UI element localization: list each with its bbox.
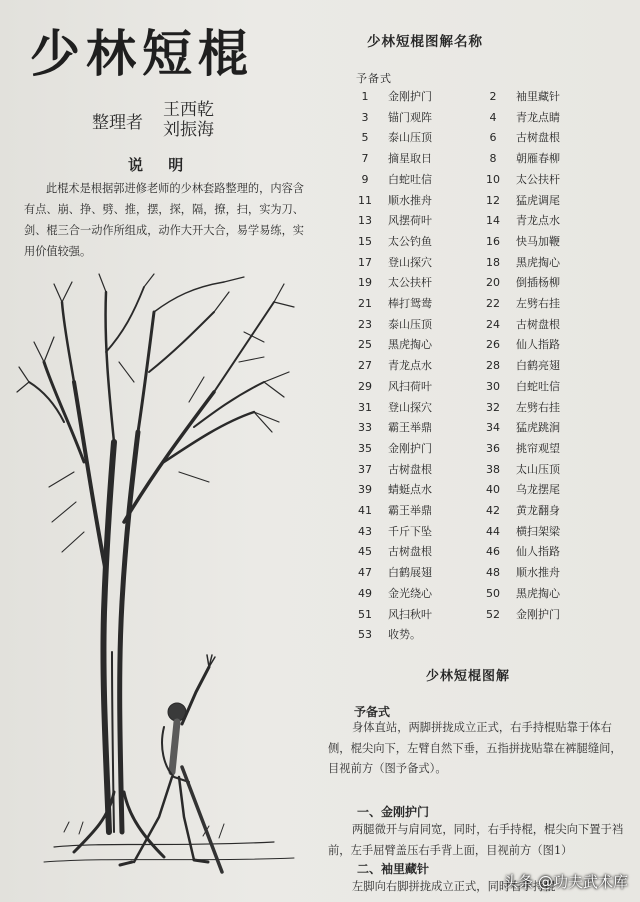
move-number: 39 [358, 483, 372, 497]
move-name: 顺水推舟 [516, 566, 560, 580]
move-item [350, 461, 478, 477]
move-name: 金刚护门 [388, 90, 432, 103]
move-number: 10 [486, 172, 500, 186]
move-name: 挑帘观望 [516, 441, 560, 455]
move-item [350, 88, 478, 104]
compiler-name-2: 刘振海 [163, 120, 214, 140]
move-number: 44 [486, 524, 500, 538]
move-item [350, 254, 478, 270]
move-number: 34 [486, 421, 500, 435]
move-item [478, 150, 606, 166]
move-item [478, 212, 606, 228]
move-list-heading: 少林短棍图解名称 [367, 34, 483, 50]
move-item [478, 523, 606, 539]
move-item [350, 502, 478, 518]
move-number: 27 [358, 359, 372, 373]
move-number: 50 [486, 586, 500, 600]
move-name: 猛虎跳涧 [516, 421, 560, 435]
move-item [478, 88, 606, 104]
move-item [478, 481, 606, 497]
move-item [478, 274, 606, 290]
move-item [478, 109, 606, 125]
move-name: 仙人指路 [516, 338, 560, 352]
move-name: 古树盘根 [388, 545, 432, 559]
move-item [350, 336, 478, 352]
move-number: 13 [358, 214, 372, 228]
move-item [350, 440, 478, 456]
move-name: 快马加鞭 [516, 234, 560, 248]
tree-illustration [14, 272, 314, 890]
move-item [478, 502, 606, 518]
move-item [478, 336, 606, 352]
move-item [350, 316, 478, 332]
move-number: 30 [486, 379, 500, 393]
move-item [350, 109, 478, 125]
move-name: 太公扶杆 [516, 172, 560, 186]
move-name: 古树盘根 [388, 462, 432, 476]
move-item [478, 440, 606, 456]
step1-title: 一、金刚护门 [357, 805, 430, 819]
move-name: 横扫架梁 [516, 524, 560, 538]
move-number: 20 [486, 276, 500, 290]
move-number: 31 [358, 400, 372, 414]
move-number: 1 [361, 90, 369, 103]
move-number: 28 [486, 359, 500, 373]
move-number: 26 [486, 338, 500, 352]
move-item [478, 564, 606, 580]
move-number: 22 [486, 297, 500, 310]
move-number: 6 [489, 131, 497, 145]
move-number: 53 [358, 628, 372, 642]
move-item [478, 192, 606, 208]
move-number: 16 [486, 234, 500, 248]
move-name: 金光绕心 [388, 586, 432, 600]
move-item [478, 233, 606, 249]
move-number: 42 [486, 504, 500, 517]
move-name: 登山探穴 [388, 400, 432, 414]
move-name: 乌龙摆尾 [516, 483, 560, 497]
move-name: 青龙点水 [388, 359, 432, 373]
move-item [350, 481, 478, 497]
move-name: 青龙点水 [516, 214, 560, 228]
move-number: 12 [486, 193, 500, 207]
move-item [478, 543, 606, 559]
diagram-section-heading: 少林短棍图解 [426, 669, 511, 684]
move-name: 白鹤亮翅 [516, 359, 560, 373]
move-item [350, 606, 478, 622]
move-item [478, 295, 606, 311]
move-number: 4 [489, 110, 497, 124]
move-item [478, 606, 606, 622]
move-number: 5 [361, 131, 369, 145]
move-number: 38 [486, 462, 500, 476]
move-number: 15 [358, 234, 372, 248]
move-item [350, 564, 478, 580]
move-item [350, 192, 478, 208]
move-item [478, 585, 606, 601]
move-name: 猛虎调尾 [516, 193, 560, 207]
move-item [350, 585, 478, 601]
step1-text: 两腿微开与肩同宽，同时，右手持棍，棍尖向下置于裆前，左手屈臂盖压右手背上面，目视前方（图1） [328, 823, 624, 857]
move-number: 43 [358, 524, 372, 538]
move-item [478, 357, 606, 373]
move-name: 蜻蜓点水 [388, 483, 432, 497]
move-number: 33 [358, 421, 372, 435]
compiler-label: 整理者 [92, 113, 143, 133]
move-name: 锚门观阵 [388, 110, 432, 124]
move-item [350, 129, 478, 145]
move-name: 风摆荷叶 [388, 214, 432, 228]
move-name: 风扫荷叶 [388, 379, 432, 393]
move-name: 泰山压顶 [388, 317, 432, 331]
move-item [350, 543, 478, 559]
move-name: 风扫秋叶 [388, 607, 432, 621]
move-number: 48 [486, 566, 500, 580]
description-heading: 说 明 [128, 156, 194, 174]
move-name: 白蛇吐信 [388, 172, 432, 186]
move-number: 41 [358, 504, 372, 517]
move-number: 36 [486, 441, 500, 455]
move-number: 32 [486, 400, 500, 414]
move-name: 太山压顶 [516, 462, 560, 476]
move-item [350, 212, 478, 228]
move-name: 倒插杨柳 [516, 276, 560, 290]
move-name: 左劈右挂 [516, 297, 560, 310]
move-name: 摘星取日 [388, 152, 432, 166]
watermark-text: 头条 @功夫武术库 [503, 873, 628, 891]
move-name: 顺水推舟 [388, 193, 432, 207]
move-number: 11 [358, 193, 372, 207]
move-name: 棒打鸳鸯 [388, 297, 432, 310]
move-number: 17 [358, 255, 372, 269]
move-number: 14 [486, 214, 500, 228]
move-name: 黑虎掏心 [516, 255, 560, 269]
move-name: 黑虎掏心 [388, 338, 432, 352]
move-name: 白鹤展翅 [388, 566, 432, 580]
move-name: 太公钓鱼 [388, 234, 432, 248]
move-item [350, 150, 478, 166]
move-item [350, 399, 478, 415]
move-name: 青龙点睛 [516, 110, 560, 124]
move-name: 金刚护门 [388, 441, 432, 455]
move-number: 25 [358, 338, 372, 352]
move-name: 古树盘根 [516, 317, 560, 331]
move-number: 40 [486, 483, 500, 497]
description-text: 此棍术是根据郭进修老师的少林套路整理的，内容含有点、崩、挣、劈、推，摆，探，隔，撩，扫，实为刀、剑、棍三合一动作所组成，动作大开大合，易学易练，实用价值较强。 [24, 182, 304, 258]
move-name: 白蛇吐信 [516, 379, 560, 393]
move-item [478, 254, 606, 270]
move-name: 收势。 [388, 628, 421, 642]
watermark [503, 871, 628, 892]
move-name: 登山探穴 [388, 255, 432, 269]
page-title: 少林短棍 [30, 24, 254, 83]
move-number: 3 [361, 110, 369, 124]
move-number: 46 [486, 545, 500, 559]
move-number: 52 [486, 607, 500, 621]
move-number: 37 [358, 462, 372, 476]
move-number: 2 [489, 90, 497, 103]
move-name: 仙人指路 [516, 545, 560, 559]
move-name: 泰山压顶 [388, 131, 432, 145]
move-number: 45 [358, 545, 372, 559]
move-name: 黑虎掏心 [516, 586, 560, 600]
move-item [350, 523, 478, 539]
move-number: 9 [361, 172, 369, 186]
move-name: 千斤下坠 [388, 524, 432, 538]
move-number: 51 [358, 607, 372, 621]
move-item [350, 171, 478, 187]
move-name: 袖里藏针 [516, 90, 560, 103]
move-item [478, 378, 606, 394]
move-name: 太公扶杆 [388, 276, 432, 290]
move-name: 黄龙翻身 [516, 504, 560, 517]
move-item [350, 419, 478, 435]
step2-title: 二、袖里藏针 [357, 862, 430, 876]
move-item [350, 233, 478, 249]
compiler-name-1: 王西乾 [163, 100, 214, 120]
prep-title: 予备式 [354, 705, 391, 719]
move-item [350, 295, 478, 311]
move-number: 24 [486, 317, 500, 331]
move-number: 21 [358, 297, 372, 310]
move-item [478, 399, 606, 415]
move-number: 29 [358, 379, 372, 393]
move-item [478, 171, 606, 187]
move-item [350, 357, 478, 373]
move-item [478, 129, 606, 145]
move-item [478, 419, 606, 435]
move-number: 23 [358, 317, 372, 331]
move-item [478, 461, 606, 477]
move-list-prep: 予备式 [356, 72, 392, 85]
move-name: 霸王举鼎 [388, 504, 432, 517]
move-name: 霸王举鼎 [388, 421, 432, 435]
move-number: 18 [486, 255, 500, 269]
move-name: 朝雁春柳 [516, 152, 560, 166]
move-name: 金刚护门 [516, 607, 560, 621]
move-number: 7 [361, 152, 369, 166]
move-number: 47 [358, 566, 372, 580]
move-number: 35 [358, 441, 372, 455]
move-item [350, 378, 478, 394]
move-name: 古树盘根 [516, 131, 560, 145]
move-item [478, 316, 606, 332]
move-name: 左劈右挂 [516, 400, 560, 414]
move-number: 8 [489, 152, 497, 166]
move-number: 19 [358, 276, 372, 290]
step2-text: 左脚向右脚拼拢成立正式，同时右手持棍 [352, 880, 556, 893]
move-item [350, 274, 478, 290]
move-number: 49 [358, 586, 372, 600]
prep-text: 身体直站，两脚拼拢成立正式，右手持棍贴靠于体右侧，棍尖向下，左臂自然下垂，五指拼拢贴靠在裤腿缝间，目视前方（图予备式）。 [328, 721, 622, 775]
move-item [350, 626, 478, 642]
